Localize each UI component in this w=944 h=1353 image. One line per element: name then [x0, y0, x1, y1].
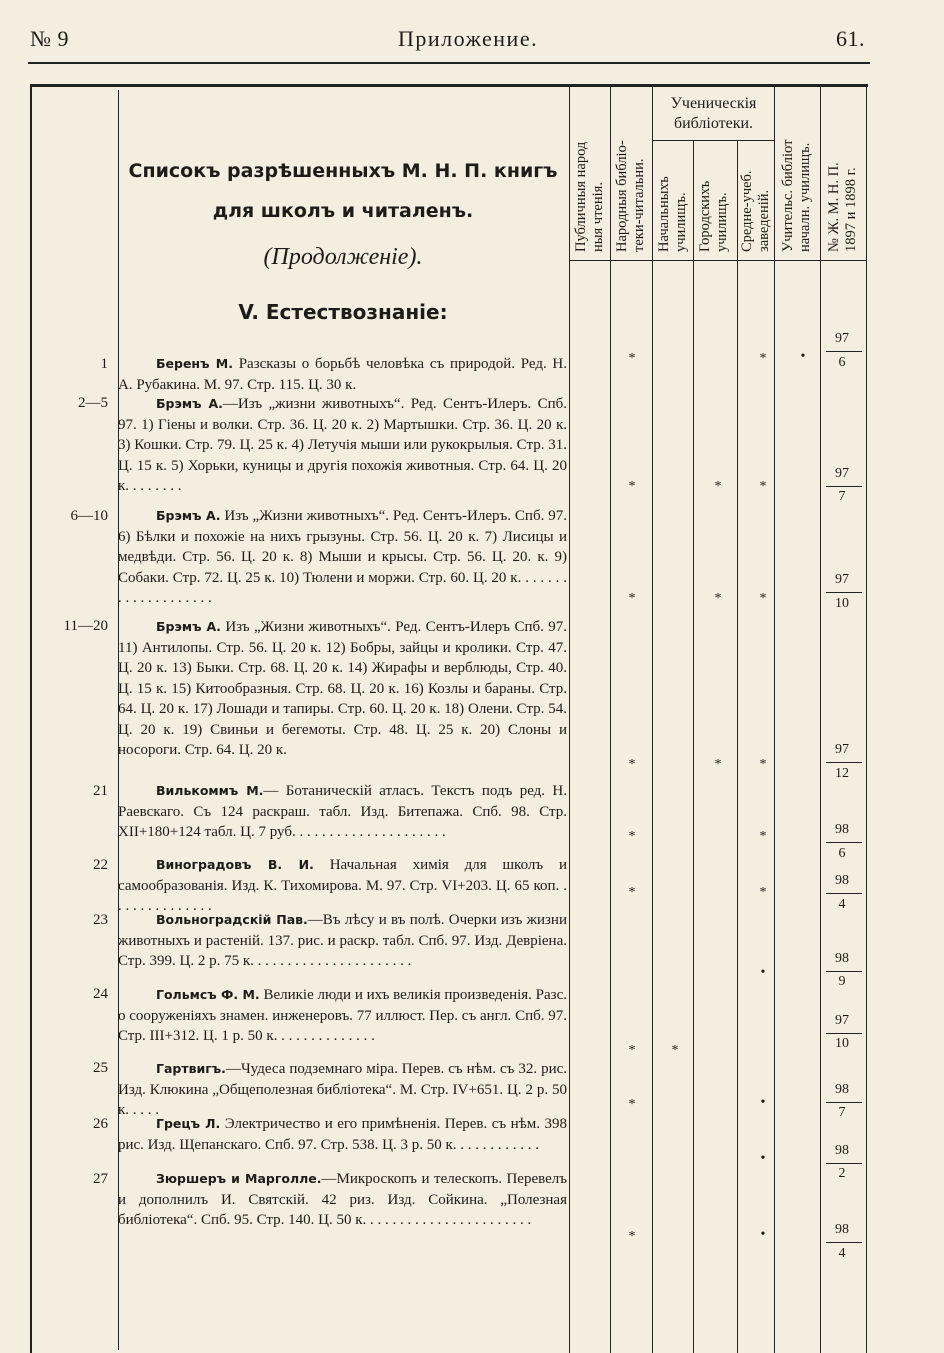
- ref-divider: [826, 1242, 862, 1243]
- ref-number: 4: [838, 1246, 846, 1261]
- entry-text: Электричество и его примѣненія. Перев. съ нѣм. 398 рис. Изд. Щепанскаго. Спб. 97. Стр. 538. Ц. 3 р. 50 к. . . . . . . . . . . .: [118, 1116, 568, 1153]
- entry-text: —Чудеса подземнаго міра. Перев. съ нѣм. съ 32. рис. Изд. Клюкина „Общеполезная библіотека“. М. Стр. IV+651. Ц. 2 р. 50 к. . . . .: [118, 1061, 567, 1118]
- document-page: № 9 Приложение. 61. Списокъ разрѣшенныхъ М. Н. П. книгъ для школъ и читаленъ. (Продолженіе). V. Естествознаніе: Ученическія библіотеки. Публичныя народ ныя чтенія. Народныя библіо- теки-читальни. Начальныхъ училищъ. Городскихъ училищъ. Средне-учеб. заведеній. Учительс. библіот началн. училищъ. № Ж. М. Н. П. 1897 и 1898 г. 1 Беренъ М. Разсказы о борьбѣ человѣка съ природой. Ред. Н. А. Рубакина. М. 97. Стр. 115. Ц. 30 к. 2—5 Брэмъ А.—Изъ „жизни животныхъ“. Ред. Сентъ-Илеръ. Спб. 97. 1) Гіены и волки. Стр. 36. Ц. 20 к. 2) Мартышки. Стр. 36. Ц. 20 к. 3) Кошки. Стр. 79. Ц. 25 к. 4) Летучія мыши или рукокрылыя. Стр. 31. Ц. 15 к. 5) Хорьки, куницы и другія похожія животныя. Стр. 64. Ц. 20 к. . . . . . . . 6—10 Брэмъ А. Изъ „Жизни животныхъ“. Ред. Сентъ-Илеръ. Спб. 97. 6) Бѣлки и похожіе на нихъ грызуны. Стр. 56. Ц. 20 к. 7) Лисицы и медвѣди. Стр. 56. Ц. 20 к. 8) Мыши и крысы. Стр. 56. Ц. 20. к. 9) Собаки. Стр. 72. Ц. 25 к. 10) Тюлени и моржи. Стр. 60. Ц. 20 к. . . . . . . . . . . . . . . . . . . . 11—20 Брэмъ А. Изъ „Жизни животныхъ“. Ред. Сентъ-Илеръ Спб. 97. 11) Антилопы. Стр. 56. Ц. 20 к. 12) Бобры, зайцы и кролики. Стр. 47. Ц. 20 к. 13) Быки. Стр. 68. Ц. 20 к. 14) Жирафы и верблюды, Стр. 40. Ц. 15 к. 15) Китообразныя. Стр. 68. Ц. 20 к. 16) Козлы и бараны. Стр. 64. Ц. 20 к. 17) Лошади и тапиры. Стр. 60. Ц. 20 к. 18) Олени. Стр. 54. Ц. 20 к. 19) Свиньи и бегемоты. Стр. 48. Ц. 25 к. 20) Слоны и носороги. Стр. 64. Ц. 20 к. 21 Вилькоммъ М.— Ботаническій атласъ. Текстъ подъ ред. Н. Раевскаго. Съ 124 раскраш. табл. Изд. Битепажа. Спб. 98. Стр. XII+180+124 табл. Ц. 7 руб. . . . . . . . . . . . . . . . . . . . . 22 Виноградовъ В. И. Начальная химія для школъ и самообразованія. Изд. К. Тихомирова. М. 97. Стр. VI+203. Ц. 65 коп. . . . . . . . . . . . . . . 23 Вольноградскій Пав.—Въ лѣсу и въ полѣ. Очерки изъ жизни животныхъ и растеній. 137. рис. и раскр. табл. Спб. 97. Изд. Девріена. Стр. 399. Ц. 2 р. 75 к. . . . . . . . . . . . . . . . . . . . . . 24 Гольмсъ Ф. М. Великіе люди и ихъ великія произведенія. Разс. о сооруженіяхъ знамен. инженеровъ. 77 иллюст. Пер. съ англ. Спб. 97. Стр. III+312. Ц. 1 р. 50 к. . . . . . . . . . . . . . 25 Гартвигъ.—Чудеса подземнаго міра. Перев. съ нѣм. съ 32. рис. Изд. Клюкина „Общеполезная библіотека“. М. Стр. IV+651. Ц. 2 р. 50 к. . . . . 26 Грецъ Л. Электричество и его примѣненія. Перев. съ нѣм. 398 рис. Изд. Щепанскаго. Спб. 97. Стр. 538. Ц. 3 р. 50 к. . . . . . . . . . . . 27 Зюршеръ и Марголле.—Микроскопъ и телескопъ. Перевелъ и дополнилъ И. Святскій. 42 риз. Изд. Сойкина. „Полезная библіотека“. Спб. 95. Стр. 140. Ц. 50 к. . . . . . . . . . . . . . . . . . . . . . . * * • * * * * * * * * * * * * * • * * * • • * • 97 6 97 7 97 10 97 12 98 6 98 4 98 9 97 10 98 7 98 2 98 4: [0, 0, 944, 1353]
- column-header-rule: [569, 260, 866, 261]
- entry-author: Брэмъ А.: [156, 396, 223, 411]
- table-top-rule: [30, 84, 868, 87]
- table-right-border: [866, 84, 867, 1353]
- entry-author: Гартвигъ.: [156, 1061, 226, 1076]
- ref-number: 10: [835, 1036, 849, 1051]
- header-rule: [28, 62, 870, 64]
- ref-year: 97: [835, 1013, 849, 1028]
- entry-number: 21: [93, 783, 108, 799]
- entry-number: 25: [93, 1060, 108, 1076]
- dot-mark: •: [760, 1095, 766, 1110]
- ref-divider: [826, 762, 862, 763]
- asterisk-mark: *: [759, 829, 767, 844]
- entry-text: Разсказы о борьбѣ человѣка съ природой. Ред. Н. А. Рубакина. М. 97. Стр. 115. Ц. 30 к.: [118, 356, 568, 393]
- ref-divider: [826, 971, 862, 972]
- asterisk-mark: *: [714, 479, 722, 494]
- entry-author: Брэмъ А.: [156, 619, 221, 634]
- asterisk-mark: *: [628, 885, 636, 900]
- asterisk-mark: *: [628, 829, 636, 844]
- continuation-subtitle: (Продолженіе).: [263, 244, 423, 270]
- asterisk-mark: *: [759, 479, 767, 494]
- book-entry: [118, 354, 567, 395]
- asterisk-mark: *: [628, 1097, 636, 1112]
- book-entry: [118, 1114, 567, 1155]
- asterisk-mark: *: [759, 757, 767, 772]
- ref-number: 6: [838, 355, 846, 370]
- running-title: Приложение.: [398, 26, 539, 51]
- asterisk-mark: *: [759, 351, 767, 366]
- asterisk-mark: *: [628, 1043, 636, 1058]
- dot-mark: •: [760, 1227, 766, 1242]
- asterisk-mark: *: [671, 1043, 679, 1058]
- book-entry: [118, 855, 567, 917]
- book-entry: [118, 617, 567, 761]
- entry-author: Беренъ М.: [156, 356, 233, 371]
- entry-text: Великіе люди и ихъ великія произведенія. Разс. о сооруженіяхъ знамен. инженеровъ. 77 иллюст. Пер. съ англ. Спб. 97. Стр. III+312. Ц. 1 р. 50 к. . . . . . . . . . . . . .: [118, 987, 568, 1044]
- book-entry: [118, 985, 567, 1047]
- group-header-student-libraries: Ученическія библіотеки.: [670, 95, 757, 132]
- column-divider: [610, 84, 611, 1353]
- column-divider: [820, 84, 821, 1353]
- entry-author: Грецъ Л.: [156, 1116, 221, 1131]
- book-entry: [118, 910, 567, 972]
- entry-text: —Микроскопъ и телескопъ. Перевелъ и дополнилъ И. Святскій. 42 риз. Изд. Сойкина. „Полезная библіотека“. Спб. 95. Стр. 140. Ц. 50 к. . . . . . . . . . . . . . . . . . . . . . .: [118, 1171, 568, 1228]
- entry-number: 22: [93, 857, 108, 873]
- book-entry: [118, 1169, 567, 1231]
- list-title: Списокъ разрѣшенныхъ М. Н. П. книгъ: [128, 160, 558, 182]
- ref-number: 6: [838, 846, 846, 861]
- table-left-border: [30, 84, 32, 1353]
- ref-year: 98: [835, 1143, 849, 1158]
- entry-number: 6—10: [70, 508, 108, 524]
- ref-divider: [826, 351, 862, 352]
- entry-author: Вольноградскій Пав.: [156, 912, 308, 927]
- ref-year: 98: [835, 1222, 849, 1237]
- text-column-divider: [569, 84, 570, 1353]
- column-divider: [774, 84, 775, 1353]
- column-divider: [737, 140, 738, 1353]
- dot-mark: •: [760, 965, 766, 980]
- asterisk-mark: *: [628, 1229, 636, 1244]
- column-divider: [652, 84, 653, 1353]
- asterisk-mark: *: [759, 885, 767, 900]
- ref-number: 7: [838, 1105, 846, 1120]
- ref-number: 12: [835, 766, 849, 781]
- ref-number: 10: [835, 596, 849, 611]
- ref-year: 98: [835, 873, 849, 888]
- entry-number: 27: [93, 1171, 108, 1187]
- entry-text: Изъ „Жизни животныхъ“. Ред. Сентъ-Илеръ Спб. 97. 11) Антилопы. Стр. 56. Ц. 20 к. 12) Бобры, зайцы и кролики. Стр. 47. Ц. 20 к. 13) Быки. Стр. 68. Ц. 20 к. 14) Жирафы и верблюды, Стр. 40. Ц. 15 к. 15) Китообразныя. Стр. 68. Ц. 20 к. 16) Козлы и бараны. Стр. 64. Ц. 20 к. 17) Лошади и тапиры. Стр. 60. Ц. 20 к. 18) Олени. Стр. 54. Ц. 20 к. 19) Свиньи и бегемоты. Стр. 48. Ц. 25 к. 20) Слоны и носороги. Стр. 64. Ц. 20 к.: [118, 619, 567, 758]
- ref-year: 97: [835, 466, 849, 481]
- issue-number: № 9: [30, 26, 69, 51]
- section-heading: V. Естествознаніе:: [238, 300, 448, 324]
- ref-number: 2: [838, 1166, 846, 1181]
- column-divider: [693, 140, 694, 1353]
- ref-year: 98: [835, 1082, 849, 1097]
- book-entry: [118, 781, 567, 843]
- entry-text: Начальная химія для школъ и самообразованія. Изд. К. Тихомирова. М. 97. Стр. VI+203. Ц. 65 коп. . . . . . . . . . . . . . .: [118, 857, 568, 914]
- ref-number: 7: [838, 489, 846, 504]
- ref-divider: [826, 1102, 862, 1103]
- asterisk-mark: *: [714, 591, 722, 606]
- entry-number: 23: [93, 912, 108, 928]
- entry-number: 2—5: [78, 395, 108, 411]
- ref-number: 9: [838, 974, 846, 989]
- list-title-line2: для школъ и читаленъ.: [212, 200, 474, 222]
- asterisk-mark: *: [628, 351, 636, 366]
- ref-divider: [826, 486, 862, 487]
- group-header-rule: [652, 140, 774, 141]
- asterisk-mark: *: [628, 757, 636, 772]
- dot-mark: •: [800, 349, 806, 364]
- entry-author: Виноградовъ В. И.: [156, 857, 314, 872]
- ref-year: 97: [835, 742, 849, 757]
- entry-number: 11—20: [63, 618, 108, 634]
- entry-author: Зюршеръ и Марголле.: [156, 1171, 322, 1186]
- asterisk-mark: *: [759, 591, 767, 606]
- entry-text: —Въ лѣсу и въ полѣ. Очерки изъ жизни животныхъ и растеній. 137. рис. и раскр. табл. Спб. 97. Изд. Девріена. Стр. 399. Ц. 2 р. 75 к. . . . . . . . . . . . . . . . . . . . . .: [118, 912, 567, 969]
- entry-author: Вилькоммъ М.: [156, 783, 264, 798]
- ref-divider: [826, 893, 862, 894]
- book-entry: [118, 506, 567, 609]
- entry-text: — Ботаническій атласъ. Текстъ подъ ред. Н. Раевскаго. Съ 124 раскраш. табл. Изд. Битепажа. Спб. 98. Стр. XII+180+124 табл. Ц. 7 руб. . . . . . . . . . . . . . . . . . . . .: [118, 783, 567, 840]
- book-entry: [118, 1059, 567, 1121]
- ref-divider: [826, 1163, 862, 1164]
- entry-author: Гольмсъ Ф. М.: [156, 987, 260, 1002]
- ref-divider: [826, 592, 862, 593]
- ref-year: 97: [835, 331, 849, 346]
- ref-divider: [826, 842, 862, 843]
- entry-number: 24: [93, 986, 108, 1002]
- entry-number: 1: [100, 356, 108, 372]
- ref-number: 4: [838, 897, 846, 912]
- asterisk-mark: *: [628, 479, 636, 494]
- ref-year: 97: [835, 572, 849, 587]
- entry-author: Брэмъ А.: [156, 508, 221, 523]
- asterisk-mark: *: [714, 757, 722, 772]
- ref-divider: [826, 1033, 862, 1034]
- entry-text: Изъ „Жизни животныхъ“. Ред. Сентъ-Илеръ. Спб. 97. 6) Бѣлки и похожіе на нихъ грызуны. Стр. 56. Ц. 20 к. 7) Лисицы и медвѣди. Стр. 56. Ц. 20 к. 8) Мыши и крысы. Стр. 56. Ц. 20. к. 9) Собаки. Стр. 72. Ц. 25 к. 10) Тюлени и моржи. Стр. 60. Ц. 20 к. . . . . . . . . . . . . . . . . . . .: [118, 508, 567, 606]
- ref-year: 98: [835, 822, 849, 837]
- ref-year: 98: [835, 951, 849, 966]
- book-entry: [118, 394, 567, 497]
- entry-number: 26: [93, 1116, 108, 1132]
- dot-mark: •: [760, 1151, 766, 1166]
- page-number: 61.: [836, 26, 865, 51]
- asterisk-mark: *: [628, 591, 636, 606]
- entry-text: —Изъ „жизни животныхъ“. Ред. Сентъ-Илеръ. Спб. 97. 1) Гіены и волки. Стр. 36. Ц. 20 к. 2) Мартышки. Стр. 36. Ц. 20 к. 3) Кошки. Стр. 79. Ц. 25 к. 4) Летучія мыши или рукокрылыя. Стр. 31. Ц. 15 к. 5) Хорьки, куницы и другія похожія животныя. Стр. 64. Ц. 20 к. . . . . . . .: [118, 396, 567, 494]
